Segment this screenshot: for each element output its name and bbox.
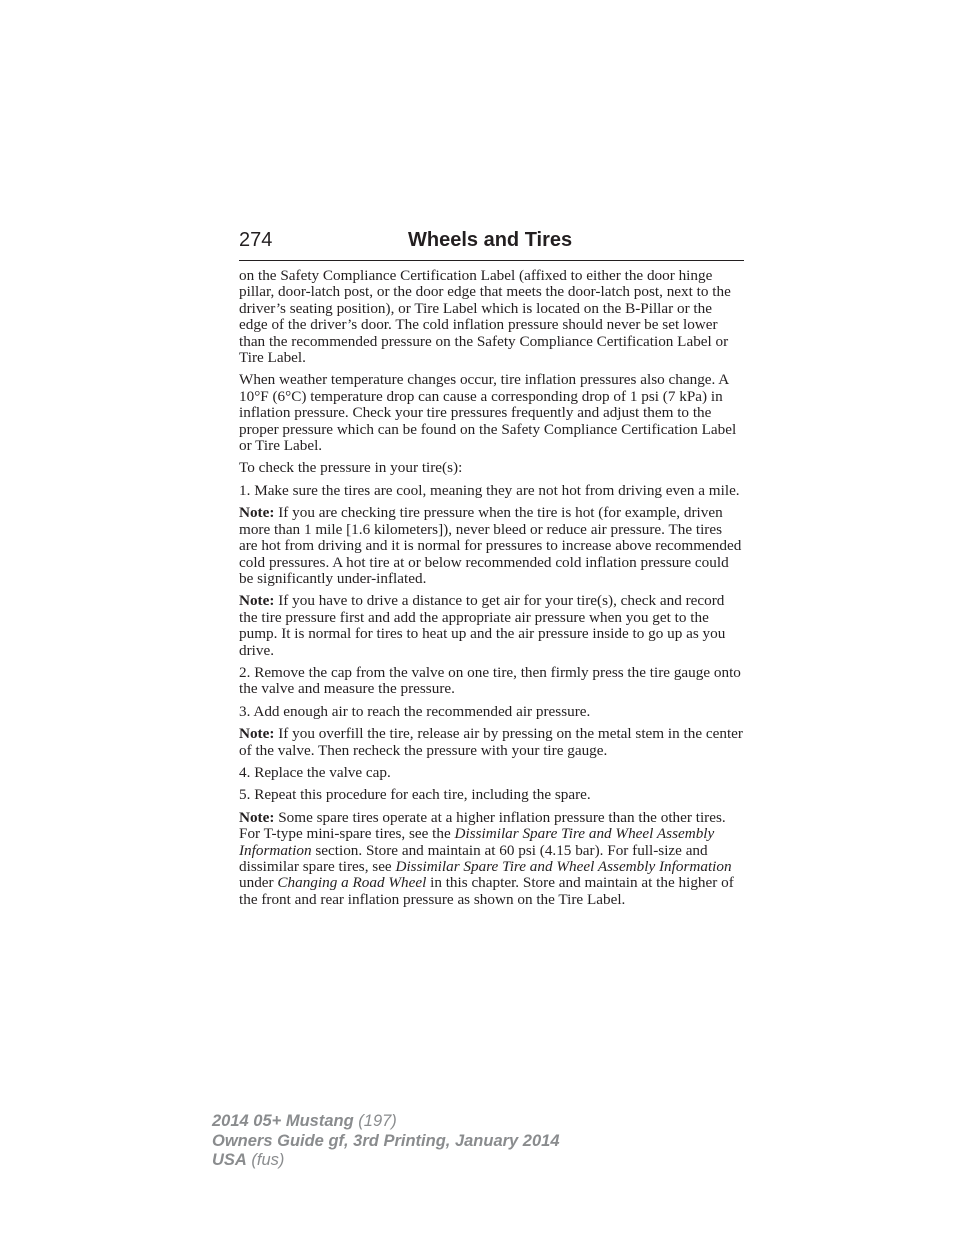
step-5: 5. Repeat this procedure for each tire, including the spare. — [239, 786, 591, 804]
note-drive-distance — [239, 593, 744, 659]
reference-dissimilar-spare: Dissimilar Spare Tire and Wheel Assembly Information — [395, 858, 732, 875]
page-title: Wheels and Tires — [408, 229, 573, 251]
reference-dissimilar-spare: Dissimilar Spare Tire and Wheel Assembly Information — [239, 825, 715, 859]
page-content — [239, 268, 744, 914]
step-1: 1. Make sure the tires are cool, meaning they are not hot from driving even a mile. — [239, 481, 740, 499]
note-label: Note: — [239, 725, 275, 743]
note-spare-tires — [239, 810, 744, 908]
reference-changing-wheel: Changing a Road Wheel — [277, 874, 427, 892]
note-text: section. Store and maintain at 60 psi (4.15 bar). For full-size and dissimilar spare tires, see — [239, 841, 708, 875]
footer-model-line — [212, 1112, 560, 1132]
page-header — [239, 228, 744, 261]
step-4: 4. Replace the valve cap. — [239, 763, 391, 781]
step-2: 2. Remove the cap from the valve on one tire, then firmly press the tire gauge onto the valve and measure the pressure. — [239, 663, 741, 698]
note-text: If you have to drive a distance to get air for your tire(s), check and record the tire pressure first and add the appropriate air pressure when you get to the pump. It is normal for tires to heat up and the air pressure inside to go up as you drive. — [239, 592, 726, 659]
note-hot-tire — [239, 505, 744, 587]
footer-market: USA — [212, 1151, 247, 1169]
note-text: under — [239, 874, 278, 892]
page-footer — [212, 1112, 560, 1171]
note-overfill — [239, 726, 744, 759]
footer-market-line — [212, 1151, 560, 1171]
footer-page-code: (197) — [353, 1112, 397, 1130]
note-label: Note: — [239, 808, 275, 826]
paragraph-safety-label: on the Safety Compliance Certification Label (affixed to either the door hinge pillar, door-latch post, or the door edge that meets the door-latch post, next to the driver’s seating position), or Tire Label which is located on the B-Pillar or the edge of the driver’s door. The cold inflation pressure should never be set lower than the recommended pressure on the Safety Compliance Certification Label or Tire Label. — [239, 267, 731, 367]
note-text: If you are checking tire pressure when the tire is hot (for example, driven more than 1 mile [1.6 kilometers]), never bleed or reduce air pressure. The tires are hot from driving and it is normal for pressures to increase above recommended cold pressures. A hot tire at or below recommended cold inflation pressure could be significantly under-inflated. — [239, 504, 742, 587]
paragraph-check-intro: To check the pressure in your tire(s): — [239, 459, 463, 477]
note-label: Note: — [239, 592, 275, 610]
footer-market-code: (fus) — [246, 1151, 285, 1169]
footer-model: 2014 05+ Mustang — [212, 1112, 354, 1130]
note-label: Note: — [239, 504, 275, 522]
footer-guide-line: Owners Guide gf, 3rd Printing, January 2014 — [212, 1131, 560, 1150]
note-text: Some spare tires operate at a higher inflation pressure than the other tires. For T-type mini-spare tires, see the — [239, 808, 726, 843]
note-text: in this chapter. Store and maintain at the higher of the front and rear inflation pressure as shown on the Tire Label. — [239, 874, 734, 908]
paragraph-temperature: When weather temperature changes occur, tire inflation pressures also change. A 10°F (6°C) temperature drop can cause a corresponding drop of 1 psi (7 kPa) in inflation pressure. Check your tire pressures frequently and adjust them to the proper pressure which can be found on the Safety Compliance Certification Label or Tire Label. — [239, 371, 737, 455]
page-number: 274 — [239, 229, 273, 251]
note-text: If you overfill the tire, release air by pressing on the metal stem in the center of the valve. Then recheck the pressure with your tire gauge. — [239, 725, 743, 759]
step-3: 3. Add enough air to reach the recommended air pressure. — [239, 702, 591, 720]
